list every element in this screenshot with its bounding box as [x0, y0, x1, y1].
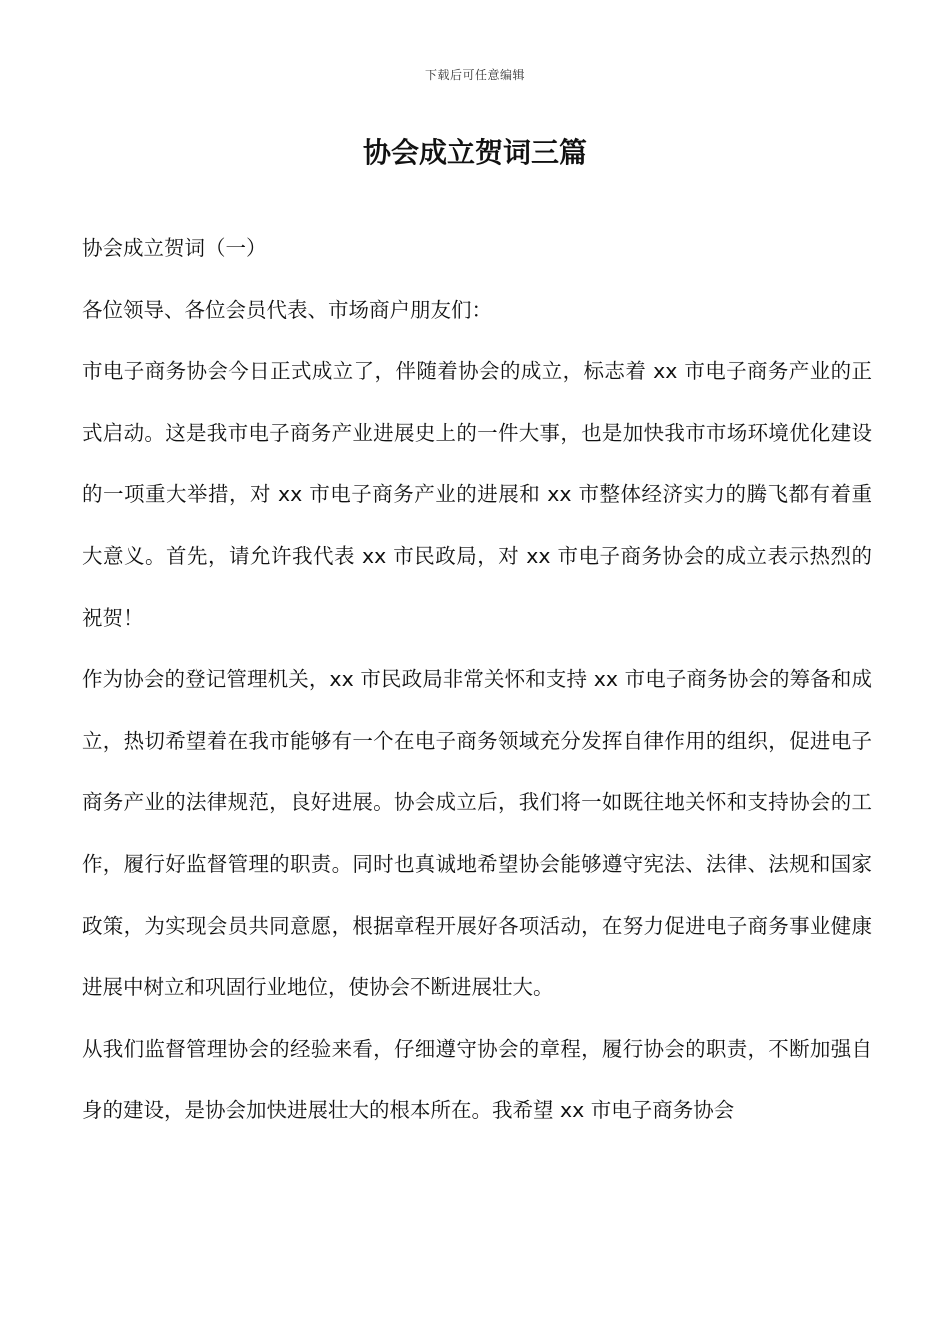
- salutation: 各位领导、各位会员代表、市场商户朋友们：: [82, 297, 492, 322]
- section-heading: 协会成立贺词（一）: [82, 236, 267, 260]
- paragraph-1: 市电子商务协会今日正式成立了，伴随着协会的成立，标志着 xx 市电子商务产业的正式启动。这是我市电子商务产业进展史上的一件大事，也是加快我市市场环境优化建设的一项重大举措，对 xx 市电子商务产业的进展和 xx 市整体经济实力的腾飞都有着重大意义。首先，请允许我代表 xx 市民政局，对 xx 市电子商务协会的成立表示热烈的祝贺！: [82, 359, 872, 630]
- header-note: 下载后可任意编辑: [424, 68, 525, 82]
- document-body: [82, 218, 872, 1142]
- paragraph-3: 从我们监督管理协会的经验来看，仔细遵守协会的章程，履行协会的职责，不断加强自身的建设，是协会加快进展壮大的根本所在。我希望 xx 市电子商务协会: [82, 1036, 872, 1123]
- document-title: 协会成立贺词三篇: [362, 136, 587, 169]
- paragraph-2: 作为协会的登记管理机关，xx 市民政局非常关怀和支持 xx 市电子商务协会的筹备和成立，热切希望着在我市能够有一个在电子商务领域充分发挥自律作用的组织，促进电子商务产业的法律规范，良好进展。协会成立后，我们将一如既往地关怀和支持协会的工作，履行好监督管理的职责。同时也真诚地希望协会能够遵守宪法、法律、法规和国家政策，为实现会员共同意愿，根据章程开展好各项活动，在努力促进电子商务事业健康进展中树立和巩固行业地位，使协会不断进展壮大。: [82, 667, 872, 1000]
